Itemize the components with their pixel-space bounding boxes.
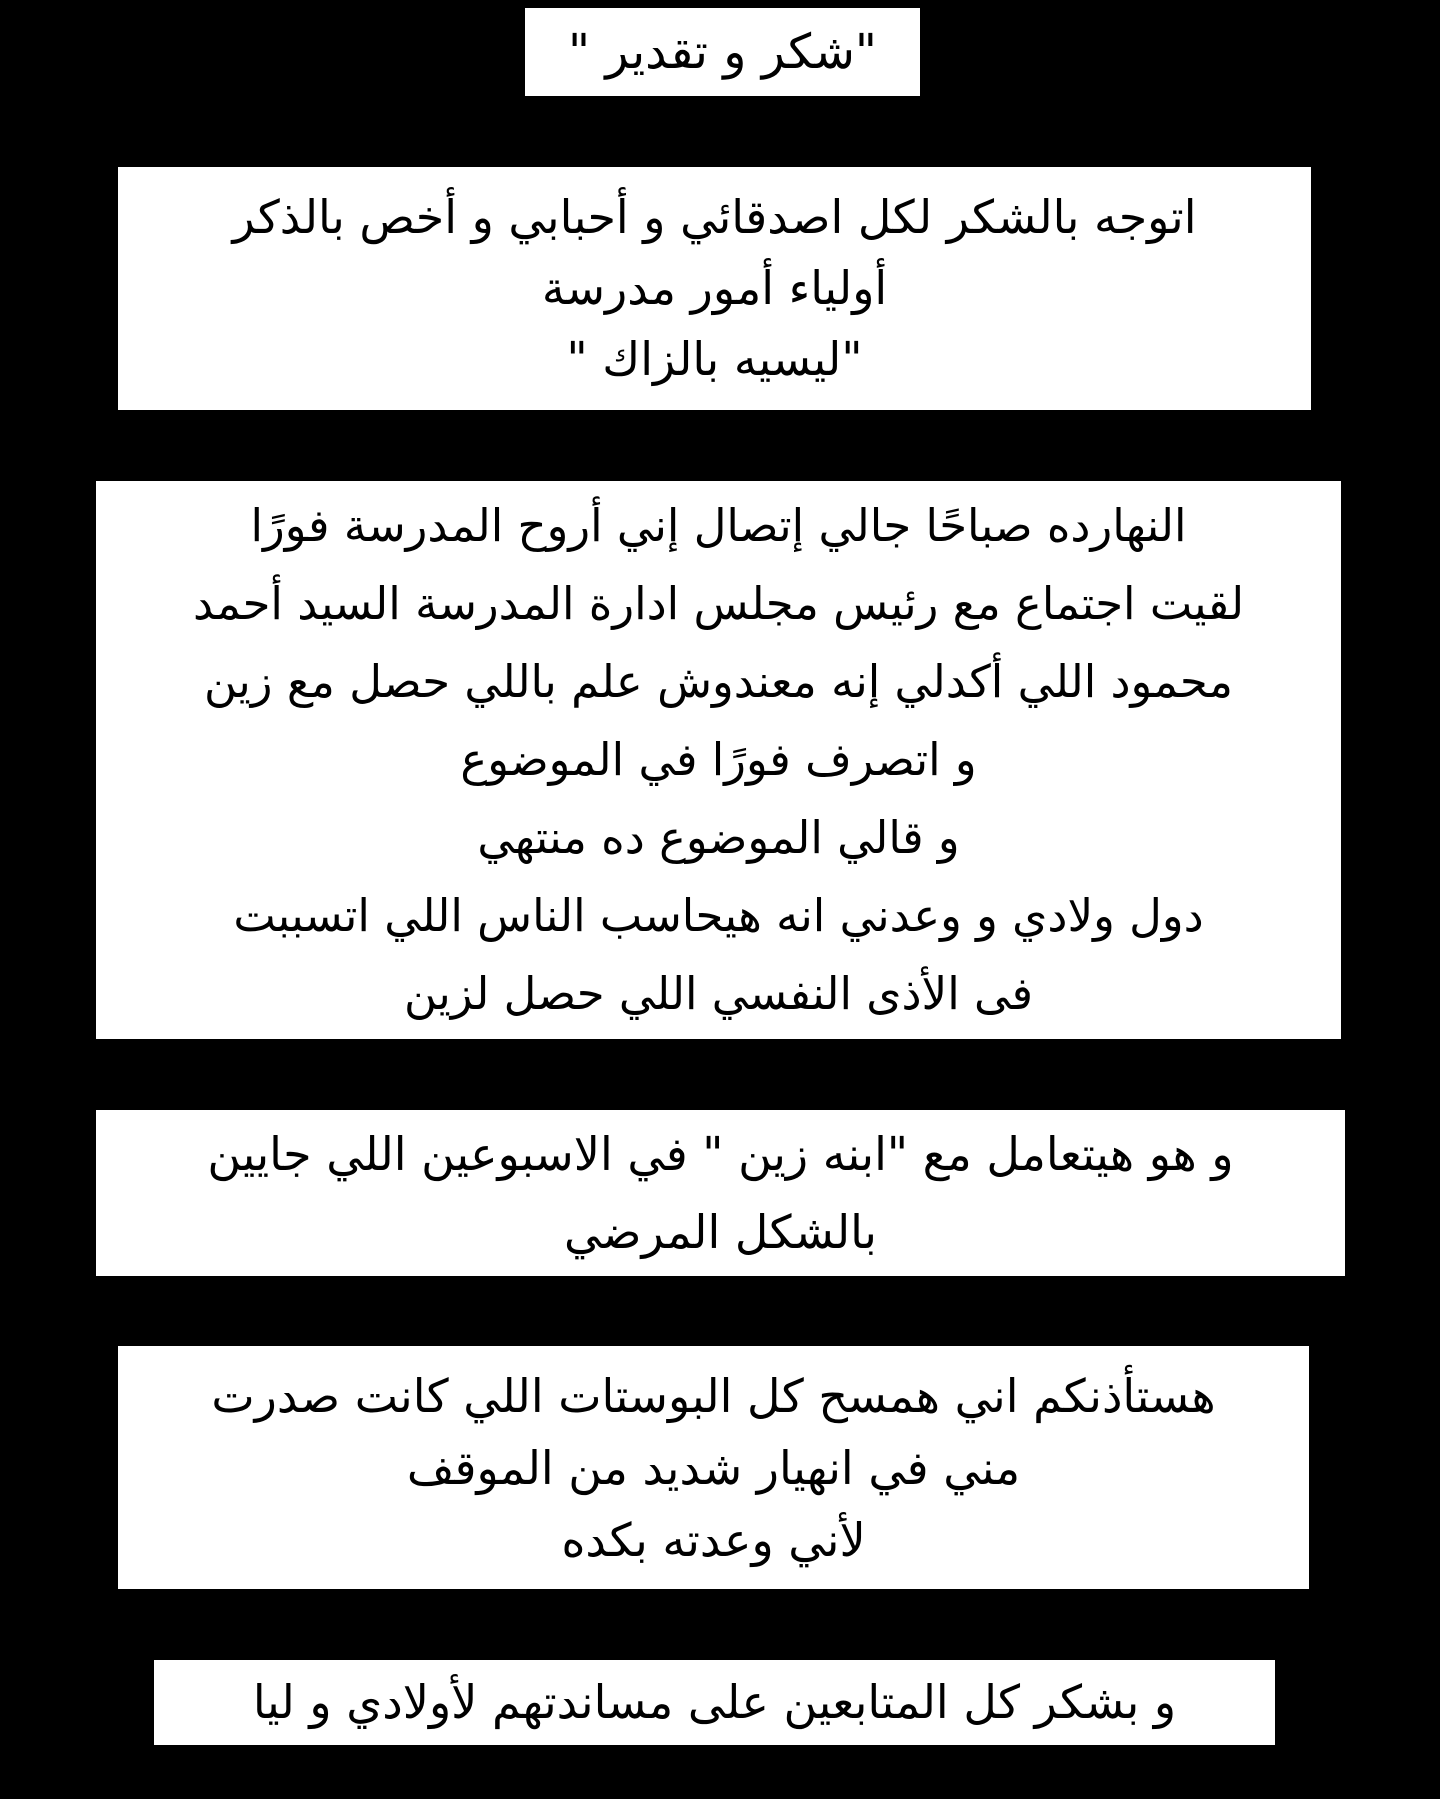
final-line: و بشكر كل المتابعين على مساندتهم لأولادي و ليا: [252, 1675, 1177, 1729]
story-line: محمود اللي أكدلي إنه معندوش علم باللي حصل مع زين: [204, 655, 1233, 708]
delete-line: مني في انهيار شديد من الموقف: [406, 1440, 1021, 1495]
story-line: النهارده صباحًا جالي إتصال إني أروح المدرسة فورًا: [250, 499, 1187, 552]
final-box: [154, 1660, 1275, 1745]
delete-line: هستأذنكم اني همسح كل البوستات اللي كانت صدرت: [211, 1368, 1216, 1423]
delete-line: لأني وعدته بكده: [561, 1512, 866, 1567]
delete-box: [118, 1346, 1309, 1589]
story-line: و اتصرف فورًا في الموضوع: [460, 733, 977, 786]
story-line: و قالي الموضوع ده منتهي: [477, 811, 960, 864]
thanks-line: "ليسيه بالزاك ": [566, 332, 863, 386]
title-text: "شكر و تقدير ": [568, 23, 877, 80]
story-line: دول ولادي و وعدني انه هيحاسب الناس اللي اتسببت: [233, 889, 1204, 942]
story-line: لقيت اجتماع مع رئيس مجلس ادارة المدرسة السيد أحمد: [192, 577, 1245, 630]
thanks-box: [118, 167, 1311, 410]
thanks-line: أولياء أمور مدرسة: [541, 261, 888, 315]
thanks-line: اتوجه بالشكر لكل اصدقائي و أحبابي و أخص بالذكر: [232, 190, 1197, 244]
title-box: [525, 8, 920, 96]
deal-line: و هو هيتعامل مع "ابنه زين " في الاسبوعين اللي جايين: [207, 1127, 1234, 1181]
story-box: [96, 481, 1341, 1039]
deal-line: بالشكل المرضي: [564, 1205, 877, 1259]
deal-box: [96, 1110, 1345, 1276]
story-line: فى الأذى النفسي اللي حصل لزين: [403, 967, 1034, 1020]
